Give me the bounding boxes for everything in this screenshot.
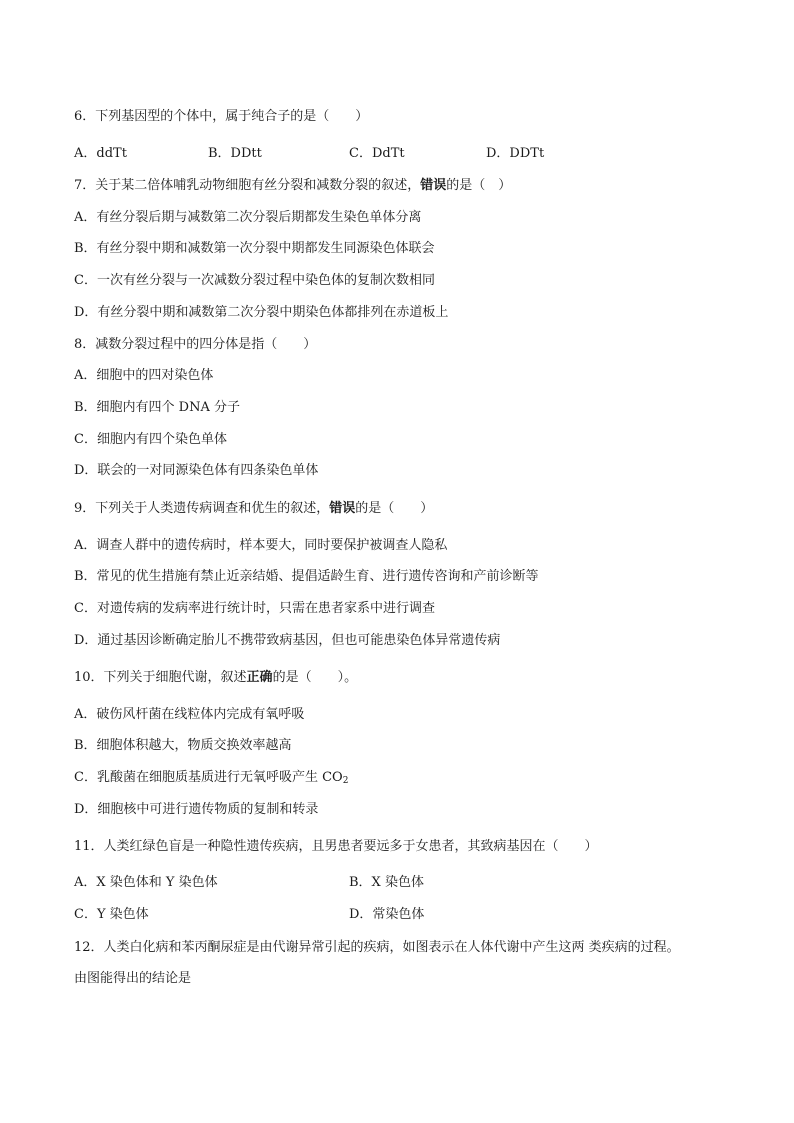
question-11-option-a: A．X 染色体和 Y 染色体	[74, 875, 218, 890]
question-11-option-d: D．常染色体	[349, 907, 425, 922]
question-12-stem-line2: 由图能得出的结论是	[74, 971, 192, 986]
question-7-option-a: A．有丝分裂后期与减数第二次分裂后期都发生染色单体分离	[74, 210, 422, 225]
question-7-option-c: C．一次有丝分裂与一次减数分裂过程中染色体的复制次数相同	[74, 273, 435, 288]
question-8-option-c: C．细胞内有四个染色单体	[74, 432, 227, 447]
question-10-option-a: A．破伤风杆菌在线粒体内完成有氧呼吸	[74, 707, 305, 722]
question-7-option-b: B．有丝分裂中期和减数第一次分裂中期都发生同源染色体联会	[74, 241, 435, 256]
question-11-option-b: B．X 染色体	[349, 875, 424, 890]
emphasis-correct: 正确	[246, 670, 273, 685]
question-10-option-d: D．细胞核中可进行遗传物质的复制和转录	[74, 802, 319, 817]
question-6-option-b: B．DDtt	[208, 146, 262, 161]
question-11-options-row1	[74, 874, 734, 892]
question-9-option-c: C．对遗传病的发病率进行统计时，只需在患者家系中进行调查	[74, 601, 435, 616]
question-10-option-c: C．乳酸菌在细胞质基质进行无氧呼吸产生 $CO_2$	[74, 770, 349, 786]
question-11-option-c: C．Y 染色体	[74, 907, 149, 922]
question-10-stem: 10．下列关于细胞代谢，叙述正确的是（ ）。	[74, 670, 358, 685]
question-9-stem: 9．下列关于人类遗传病调查和优生的叙述，错误的是（ ）	[74, 501, 434, 516]
question-9-option-b: B．常见的优生措施有禁止近亲结婚、提倡适龄生育、进行遗传咨询和产前诊断等	[74, 569, 539, 584]
question-8-option-d: D．联会的一对同源染色体有四条染色单体	[74, 463, 319, 478]
emphasis-wrong: 错误	[329, 501, 356, 516]
question-11-options-row2	[74, 906, 734, 924]
subscript-2: 2	[342, 776, 349, 786]
question-8-option-a: A．细胞中的四对染色体	[74, 368, 214, 383]
question-9-option-a: A．调查人群中的遗传病时，样本要大，同时要保护被调查人隐私	[74, 538, 448, 553]
question-6-option-d: D．DDTt	[486, 146, 545, 161]
question-11-stem: 11．人类红绿色盲是一种隐性遗传疾病，且男患者要远多于女患者，其致病基因在（ ）	[74, 839, 598, 854]
question-7-option-d: D．有丝分裂中期和减数第二次分裂中期染色体都排列在赤道板上	[74, 305, 449, 320]
question-7-stem: 7．关于某二倍体哺乳动物细胞有丝分裂和减数分裂的叙述，错误的是（ ）	[74, 178, 512, 193]
question-8-stem: 8．减数分裂过程中的四分体是指（ ）	[74, 337, 317, 352]
question-8-option-b: B．细胞内有四个 DNA 分子	[74, 400, 241, 415]
question-6-option-a: A．ddTt	[74, 146, 127, 161]
question-6-options	[74, 145, 734, 163]
question-9-option-d: D．通过基因诊断确定胎儿不携带致病基因，但也可能患染色体异常遗传病	[74, 633, 501, 648]
question-12-stem-line1: 12．人类白化病和苯丙酮尿症是由代谢异常引起的疾病，如图表示在人体代谢中产生这两 类疾病的过程。	[74, 940, 680, 955]
emphasis-wrong: 错误	[420, 178, 447, 193]
question-6-option-c: C．DdTt	[349, 146, 405, 161]
question-10-option-b: B．细胞体积越大，物质交换效率越高	[74, 738, 292, 753]
question-6-stem: 6．下列基因型的个体中，属于纯合子的是（ ）	[74, 109, 369, 124]
